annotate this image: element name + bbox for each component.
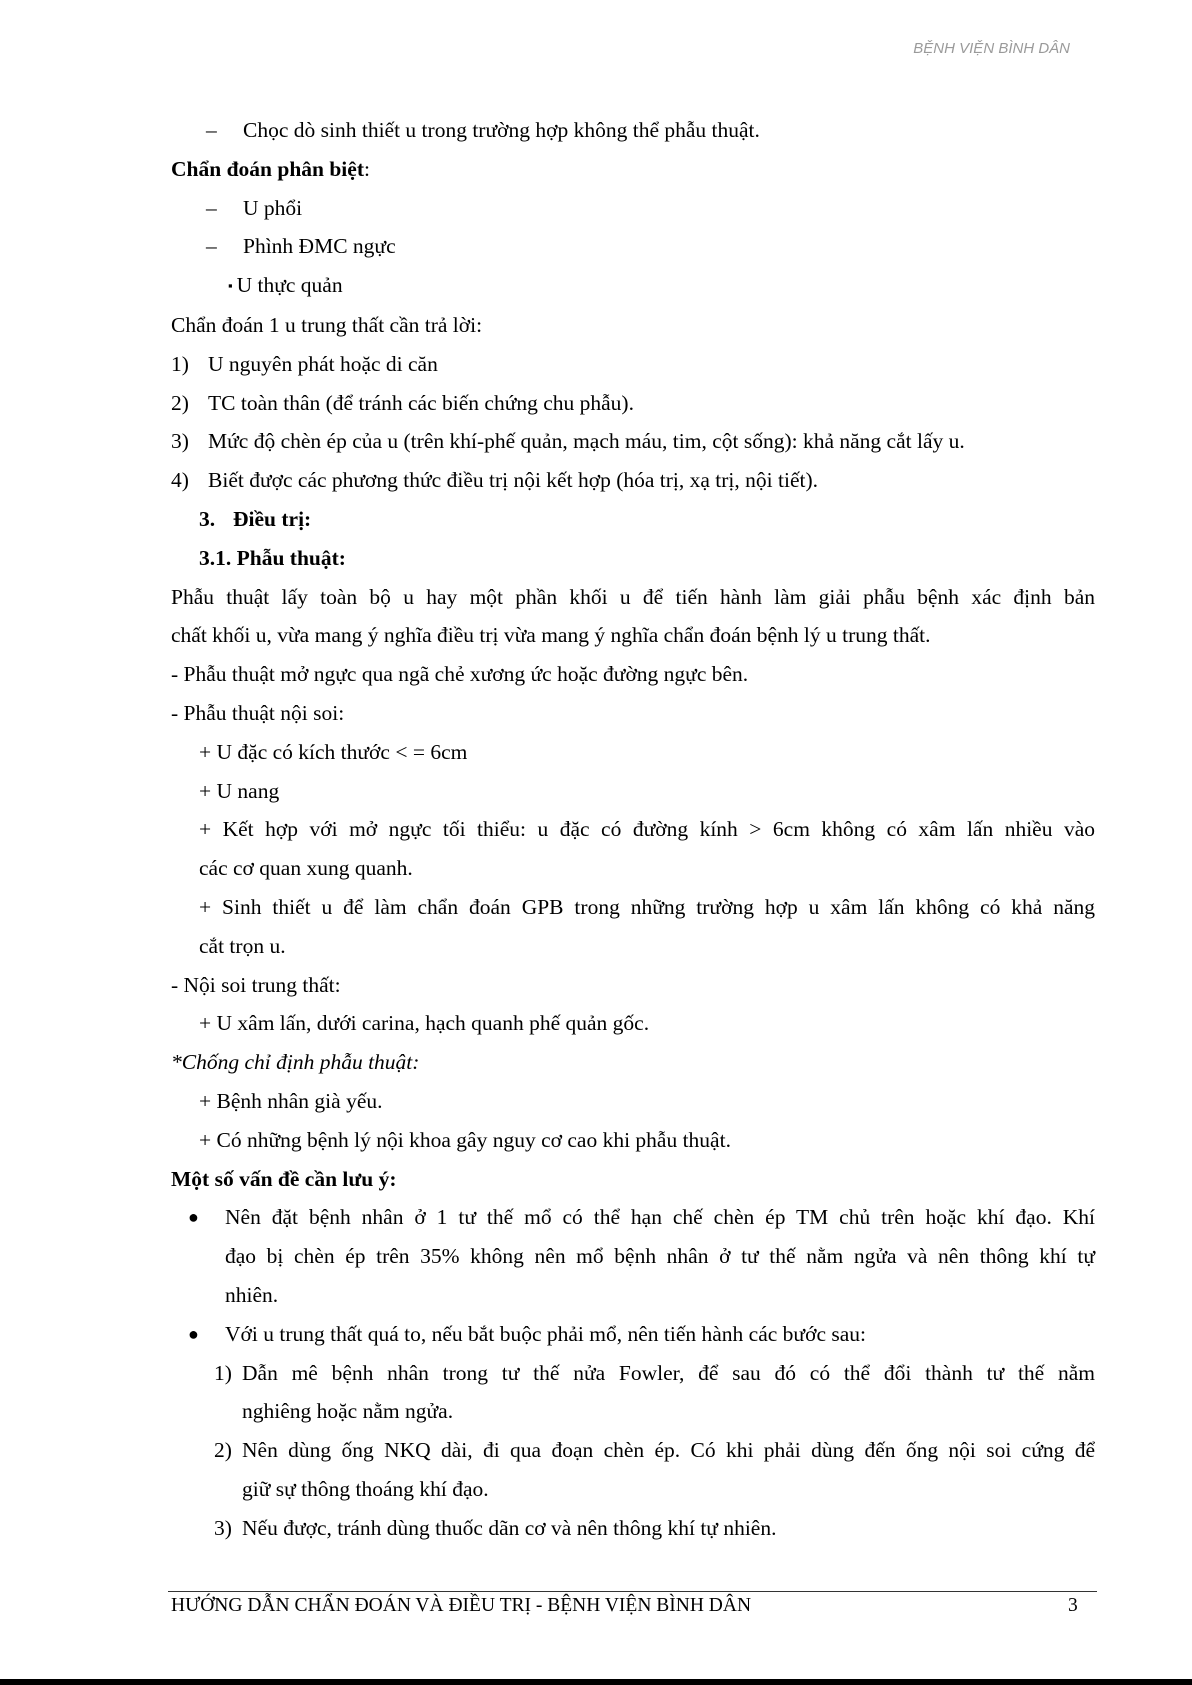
section-heading-treatment: 3. Điều trị: — [199, 506, 312, 531]
square-bullet-item: ▪ U thực quản — [228, 273, 343, 298]
bullet-item: ● Với u trung thất quá to, nếu bắt buộc phải mổ, nên tiến hành các bước sau: — [171, 1315, 1095, 1354]
bottom-edge-band — [0, 1679, 1192, 1685]
numbered-step: 1) Dẫn mê bệnh nhân trong tư thế nửa Fowler, để sau đó có thể đổi thành tư thế nằm nghiêng hoặc nằm ngửa. — [214, 1360, 1095, 1424]
page-number: 3 — [1068, 1595, 1078, 1616]
hyphen-item: - Phẫu thuật nội soi: — [171, 700, 345, 725]
bullet-item: ● Nên đặt bệnh nhân ở 1 tư thế mổ có thể hạn chế chèn ép TM chủ trên hoặc khí đạo. Khí đạo bị chèn ép trên 35% không nên mổ bệnh nhân ở tư thế nằm ngửa và nên thông khí tự nhiên. — [171, 1198, 1095, 1314]
numbered-step: 2) Nên dùng ống NKQ dài, đi qua đoạn chèn ép. Có khi phải dùng đến ống nội soi cứng để giữ sự thông thoáng khí đạo. — [214, 1438, 1095, 1501]
dash-item: – Chọc dò sinh thiết u trong trường hợp không thể phẫu thuật. — [206, 118, 760, 142]
dash-item: – U phổi — [206, 195, 303, 220]
footer-title: HƯỚNG DẪN CHẨN ĐOÁN VÀ ĐIỀU TRỊ - BỆNH VIỆN BÌNH DÂN — [171, 1595, 752, 1616]
contraindication-heading: *Chống chỉ định phẫu thuật: — [171, 1050, 420, 1075]
hyphen-item: - Phẫu thuật mở ngực qua ngã chẻ xương ức hoặc đường ngực bên. — [171, 662, 749, 687]
numbered-step: 3) Nếu được, tránh dùng thuốc dãn cơ và nên thông khí tự nhiên. — [214, 1515, 777, 1540]
paragraph-line: Phẫu thuật lấy toàn bộ u hay một phần khối u để tiến hành làm giải phẫu bệnh xác định bản — [171, 584, 1095, 609]
hyphen-item: - Nội soi trung thất: — [171, 972, 341, 997]
section-heading-notes: Một số vấn đề cần lưu ý: — [171, 1166, 397, 1191]
numbered-item: 1) U nguyên phát hoặc di căn — [171, 351, 438, 376]
plus-item: + Sinh thiết u để làm chẩn đoán GPB trong những trường hợp u xâm lấn không có khả năng — [199, 894, 1095, 919]
paragraph: Chẩn đoán 1 u trung thất cần trả lời: — [171, 312, 483, 337]
plus-item: + Kết hợp với mở ngực tối thiểu: u đặc có đường kính > 6cm không có xâm lấn nhiều vào — [199, 817, 1095, 842]
plus-item: + U đặc có kích thước < = 6cm — [199, 739, 468, 764]
section-heading-differential: Chẩn đoán phân biệt: — [171, 156, 370, 181]
plus-item-continuation: cắt trọn u. — [199, 933, 286, 958]
numbered-item: 3) Mức độ chèn ép của u (trên khí-phế quản, mạch máu, tim, cột sống): khả năng cắt lấy u. — [171, 429, 965, 454]
bullet-icon: ● — [188, 1207, 199, 1228]
bullet-icon: ● — [188, 1323, 199, 1344]
dash-item: – Phình ĐMC ngực — [206, 234, 396, 259]
subsection-heading-surgery: 3.1. Phẫu thuật: — [199, 545, 346, 570]
running-header: BỆNH VIỆN BÌNH DÂN — [913, 40, 1070, 57]
page-body — [171, 111, 1095, 1547]
paragraph-line: chất khối u, vừa mang ý nghĩa điều trị vừa mang ý nghĩa chẩn đoán bệnh lý u trung thất. — [171, 623, 931, 648]
plus-item-continuation: các cơ quan xung quanh. — [199, 856, 413, 881]
footer-divider — [168, 1591, 1097, 1592]
plus-item: + U xâm lấn, dưới carina, hạch quanh phế quản gốc. — [199, 1011, 650, 1036]
plus-item: + Bệnh nhân già yếu. — [199, 1088, 383, 1113]
plus-item: + Có những bệnh lý nội khoa gây nguy cơ cao khi phẫu thuật. — [199, 1127, 731, 1152]
square-bullet-icon: ▪ — [228, 278, 233, 294]
numbered-item: 4) Biết được các phương thức điều trị nội kết hợp (hóa trị, xạ trị, nội tiết). — [171, 468, 818, 493]
plus-item: + U nang — [199, 778, 280, 803]
numbered-item: 2) TC toàn thân (để tránh các biến chứng chu phẫu). — [171, 390, 634, 415]
